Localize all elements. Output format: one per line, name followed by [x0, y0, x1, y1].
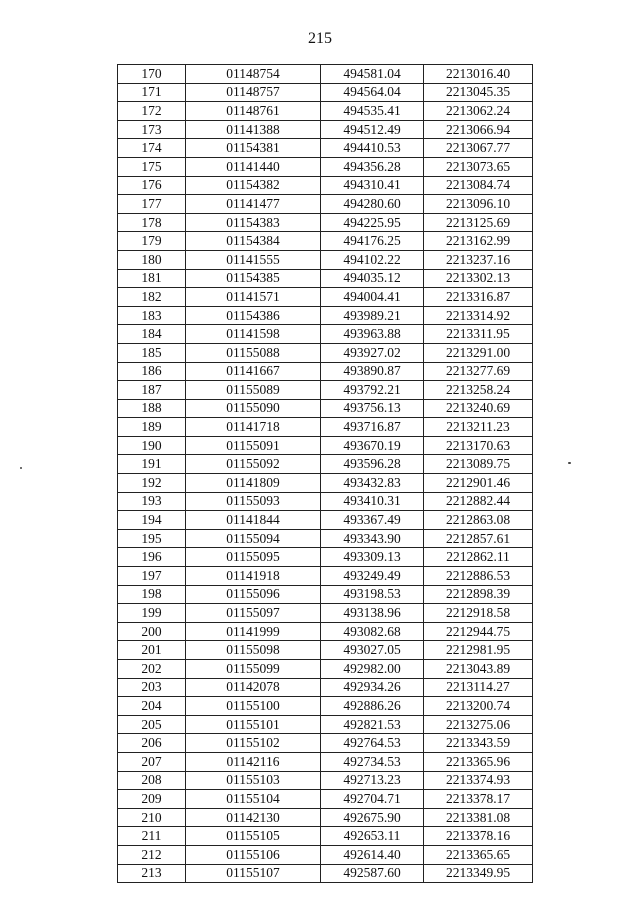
- row-number-cell: 192: [118, 474, 186, 493]
- y-coordinate-cell: 2212863.08: [424, 511, 533, 530]
- row-number-cell: 206: [118, 734, 186, 753]
- point-id-cell: 01155107: [186, 864, 321, 883]
- x-coordinate-cell: 494004.41: [321, 288, 424, 307]
- table-row: [118, 604, 533, 623]
- row-number-cell: 200: [118, 622, 186, 641]
- y-coordinate-cell: 2213316.87: [424, 288, 533, 307]
- table-row: [118, 660, 533, 679]
- row-number-cell: 202: [118, 660, 186, 679]
- scan-speck: [20, 467, 22, 469]
- row-number-cell: 183: [118, 306, 186, 325]
- row-number-cell: 197: [118, 567, 186, 586]
- table-row: [118, 120, 533, 139]
- x-coordinate-cell: 493082.68: [321, 622, 424, 641]
- row-number-cell: 213: [118, 864, 186, 883]
- point-id-cell: 01141844: [186, 511, 321, 530]
- row-number-cell: 175: [118, 157, 186, 176]
- x-coordinate-cell: 494035.12: [321, 269, 424, 288]
- point-id-cell: 01154385: [186, 269, 321, 288]
- point-id-cell: 01155104: [186, 790, 321, 809]
- point-id-cell: 01154381: [186, 139, 321, 158]
- x-coordinate-cell: 492704.71: [321, 790, 424, 809]
- row-number-cell: 181: [118, 269, 186, 288]
- row-number-cell: 174: [118, 139, 186, 158]
- point-id-cell: 01141598: [186, 325, 321, 344]
- table-row: [118, 474, 533, 493]
- point-id-cell: 01141809: [186, 474, 321, 493]
- x-coordinate-cell: 492982.00: [321, 660, 424, 679]
- y-coordinate-cell: 2213374.93: [424, 771, 533, 790]
- table-row: [118, 641, 533, 660]
- scan-speck: [568, 462, 571, 464]
- y-coordinate-cell: 2213381.08: [424, 808, 533, 827]
- x-coordinate-cell: 492675.90: [321, 808, 424, 827]
- point-id-cell: 01141555: [186, 250, 321, 269]
- y-coordinate-cell: 2213277.69: [424, 362, 533, 381]
- table-row: [118, 288, 533, 307]
- table-row: [118, 734, 533, 753]
- row-number-cell: 209: [118, 790, 186, 809]
- row-number-cell: 179: [118, 232, 186, 251]
- y-coordinate-cell: 2213343.59: [424, 734, 533, 753]
- point-id-cell: 01155088: [186, 343, 321, 362]
- row-number-cell: 196: [118, 548, 186, 567]
- y-coordinate-cell: 2213349.95: [424, 864, 533, 883]
- point-id-cell: 01141918: [186, 567, 321, 586]
- table-row: [118, 269, 533, 288]
- point-id-cell: 01155106: [186, 845, 321, 864]
- table-row: [118, 83, 533, 102]
- row-number-cell: 188: [118, 399, 186, 418]
- row-number-cell: 205: [118, 715, 186, 734]
- y-coordinate-cell: 2213170.63: [424, 436, 533, 455]
- x-coordinate-cell: 494280.60: [321, 195, 424, 214]
- point-id-cell: 01141571: [186, 288, 321, 307]
- y-coordinate-cell: 2213016.40: [424, 65, 533, 84]
- row-number-cell: 194: [118, 511, 186, 530]
- x-coordinate-cell: 492934.26: [321, 678, 424, 697]
- row-number-cell: 177: [118, 195, 186, 214]
- table-row: [118, 213, 533, 232]
- x-coordinate-cell: 493670.19: [321, 436, 424, 455]
- table-row: [118, 176, 533, 195]
- table-body: [118, 65, 533, 883]
- y-coordinate-cell: 2213114.27: [424, 678, 533, 697]
- point-id-cell: 01148757: [186, 83, 321, 102]
- point-id-cell: 01142130: [186, 808, 321, 827]
- x-coordinate-cell: 493343.90: [321, 529, 424, 548]
- point-id-cell: 01155105: [186, 827, 321, 846]
- x-coordinate-cell: 493927.02: [321, 343, 424, 362]
- table-row: [118, 455, 533, 474]
- y-coordinate-cell: 2213365.65: [424, 845, 533, 864]
- y-coordinate-cell: 2213067.77: [424, 139, 533, 158]
- x-coordinate-cell: 492764.53: [321, 734, 424, 753]
- table-row: [118, 436, 533, 455]
- x-coordinate-cell: 492886.26: [321, 697, 424, 716]
- row-number-cell: 201: [118, 641, 186, 660]
- table-row: [118, 808, 533, 827]
- x-coordinate-cell: 492734.53: [321, 752, 424, 771]
- row-number-cell: 204: [118, 697, 186, 716]
- y-coordinate-cell: 2212857.61: [424, 529, 533, 548]
- x-coordinate-cell: 493249.49: [321, 567, 424, 586]
- y-coordinate-cell: 2213365.96: [424, 752, 533, 771]
- y-coordinate-cell: 2213258.24: [424, 381, 533, 400]
- row-number-cell: 199: [118, 604, 186, 623]
- point-id-cell: 01155102: [186, 734, 321, 753]
- table-row: [118, 250, 533, 269]
- row-number-cell: 195: [118, 529, 186, 548]
- point-id-cell: 01155099: [186, 660, 321, 679]
- x-coordinate-cell: 494581.04: [321, 65, 424, 84]
- x-coordinate-cell: 493792.21: [321, 381, 424, 400]
- table-row: [118, 511, 533, 530]
- point-id-cell: 01141667: [186, 362, 321, 381]
- y-coordinate-cell: 2213291.00: [424, 343, 533, 362]
- y-coordinate-cell: 2213275.06: [424, 715, 533, 734]
- x-coordinate-cell: 494225.95: [321, 213, 424, 232]
- table-row: [118, 306, 533, 325]
- y-coordinate-cell: 2212882.44: [424, 492, 533, 511]
- x-coordinate-cell: 493309.13: [321, 548, 424, 567]
- y-coordinate-cell: 2212901.46: [424, 474, 533, 493]
- table-row: [118, 567, 533, 586]
- x-coordinate-cell: 494410.53: [321, 139, 424, 158]
- x-coordinate-cell: 494310.41: [321, 176, 424, 195]
- table-row: [118, 325, 533, 344]
- point-id-cell: 01154384: [186, 232, 321, 251]
- row-number-cell: 176: [118, 176, 186, 195]
- table-row: [118, 697, 533, 716]
- x-coordinate-cell: 492587.60: [321, 864, 424, 883]
- y-coordinate-cell: 2213240.69: [424, 399, 533, 418]
- point-id-cell: 01148754: [186, 65, 321, 84]
- point-id-cell: 01141718: [186, 418, 321, 437]
- row-number-cell: 203: [118, 678, 186, 697]
- table-row: [118, 678, 533, 697]
- y-coordinate-cell: 2212862.11: [424, 548, 533, 567]
- row-number-cell: 193: [118, 492, 186, 511]
- row-number-cell: 173: [118, 120, 186, 139]
- row-number-cell: 185: [118, 343, 186, 362]
- table-row: [118, 343, 533, 362]
- row-number-cell: 178: [118, 213, 186, 232]
- table-row: [118, 845, 533, 864]
- x-coordinate-cell: 492713.23: [321, 771, 424, 790]
- row-number-cell: 189: [118, 418, 186, 437]
- y-coordinate-cell: 2213314.92: [424, 306, 533, 325]
- x-coordinate-cell: 493027.05: [321, 641, 424, 660]
- point-id-cell: 01155093: [186, 492, 321, 511]
- point-id-cell: 01155095: [186, 548, 321, 567]
- y-coordinate-cell: 2213378.16: [424, 827, 533, 846]
- point-id-cell: 01155090: [186, 399, 321, 418]
- y-coordinate-cell: 2213162.99: [424, 232, 533, 251]
- x-coordinate-cell: 493198.53: [321, 585, 424, 604]
- point-id-cell: 01142078: [186, 678, 321, 697]
- coordinates-table: [117, 64, 533, 883]
- table-row: [118, 771, 533, 790]
- x-coordinate-cell: 493756.13: [321, 399, 424, 418]
- point-id-cell: 01155103: [186, 771, 321, 790]
- x-coordinate-cell: 493716.87: [321, 418, 424, 437]
- y-coordinate-cell: 2213378.17: [424, 790, 533, 809]
- x-coordinate-cell: 493963.88: [321, 325, 424, 344]
- y-coordinate-cell: 2213211.23: [424, 418, 533, 437]
- row-number-cell: 180: [118, 250, 186, 269]
- x-coordinate-cell: 493410.31: [321, 492, 424, 511]
- y-coordinate-cell: 2212981.95: [424, 641, 533, 660]
- point-id-cell: 01141388: [186, 120, 321, 139]
- y-coordinate-cell: 2212944.75: [424, 622, 533, 641]
- row-number-cell: 171: [118, 83, 186, 102]
- y-coordinate-cell: 2212886.53: [424, 567, 533, 586]
- point-id-cell: 01155089: [186, 381, 321, 400]
- point-id-cell: 01155101: [186, 715, 321, 734]
- x-coordinate-cell: 494512.49: [321, 120, 424, 139]
- x-coordinate-cell: 493432.83: [321, 474, 424, 493]
- y-coordinate-cell: 2213302.13: [424, 269, 533, 288]
- y-coordinate-cell: 2213237.16: [424, 250, 533, 269]
- table-row: [118, 418, 533, 437]
- row-number-cell: 210: [118, 808, 186, 827]
- table-row: [118, 492, 533, 511]
- point-id-cell: 01155097: [186, 604, 321, 623]
- x-coordinate-cell: 494564.04: [321, 83, 424, 102]
- table-row: [118, 399, 533, 418]
- x-coordinate-cell: 492614.40: [321, 845, 424, 864]
- x-coordinate-cell: 493138.96: [321, 604, 424, 623]
- y-coordinate-cell: 2213073.65: [424, 157, 533, 176]
- y-coordinate-cell: 2213066.94: [424, 120, 533, 139]
- row-number-cell: 198: [118, 585, 186, 604]
- row-number-cell: 191: [118, 455, 186, 474]
- row-number-cell: 184: [118, 325, 186, 344]
- y-coordinate-cell: 2213125.69: [424, 213, 533, 232]
- row-number-cell: 190: [118, 436, 186, 455]
- table-row: [118, 715, 533, 734]
- row-number-cell: 211: [118, 827, 186, 846]
- x-coordinate-cell: 493596.28: [321, 455, 424, 474]
- point-id-cell: 01155094: [186, 529, 321, 548]
- y-coordinate-cell: 2213311.95: [424, 325, 533, 344]
- x-coordinate-cell: 493367.49: [321, 511, 424, 530]
- y-coordinate-cell: 2212918.58: [424, 604, 533, 623]
- point-id-cell: 01141999: [186, 622, 321, 641]
- table-row: [118, 381, 533, 400]
- table-row: [118, 790, 533, 809]
- x-coordinate-cell: 493989.21: [321, 306, 424, 325]
- table-row: [118, 585, 533, 604]
- x-coordinate-cell: 494356.28: [321, 157, 424, 176]
- point-id-cell: 01154383: [186, 213, 321, 232]
- point-id-cell: 01155100: [186, 697, 321, 716]
- row-number-cell: 207: [118, 752, 186, 771]
- row-number-cell: 187: [118, 381, 186, 400]
- table-row: [118, 622, 533, 641]
- y-coordinate-cell: 2213043.89: [424, 660, 533, 679]
- point-id-cell: 01142116: [186, 752, 321, 771]
- table-row: [118, 864, 533, 883]
- x-coordinate-cell: 492653.11: [321, 827, 424, 846]
- point-id-cell: 01155092: [186, 455, 321, 474]
- row-number-cell: 208: [118, 771, 186, 790]
- x-coordinate-cell: 494176.25: [321, 232, 424, 251]
- table-row: [118, 752, 533, 771]
- row-number-cell: 186: [118, 362, 186, 381]
- point-id-cell: 01155098: [186, 641, 321, 660]
- point-id-cell: 01141440: [186, 157, 321, 176]
- y-coordinate-cell: 2213062.24: [424, 102, 533, 121]
- point-id-cell: 01154386: [186, 306, 321, 325]
- table-row: [118, 827, 533, 846]
- row-number-cell: 212: [118, 845, 186, 864]
- y-coordinate-cell: 2213045.35: [424, 83, 533, 102]
- point-id-cell: 01154382: [186, 176, 321, 195]
- table-row: [118, 65, 533, 84]
- table-row: [118, 232, 533, 251]
- page-number: 215: [308, 30, 332, 47]
- y-coordinate-cell: 2213096.10: [424, 195, 533, 214]
- x-coordinate-cell: 494535.41: [321, 102, 424, 121]
- x-coordinate-cell: 494102.22: [321, 250, 424, 269]
- x-coordinate-cell: 493890.87: [321, 362, 424, 381]
- y-coordinate-cell: 2212898.39: [424, 585, 533, 604]
- table-row: [118, 529, 533, 548]
- point-id-cell: 01148761: [186, 102, 321, 121]
- point-id-cell: 01141477: [186, 195, 321, 214]
- table-row: [118, 139, 533, 158]
- point-id-cell: 01155096: [186, 585, 321, 604]
- row-number-cell: 172: [118, 102, 186, 121]
- row-number-cell: 170: [118, 65, 186, 84]
- y-coordinate-cell: 2213089.75: [424, 455, 533, 474]
- table-row: [118, 548, 533, 567]
- x-coordinate-cell: 492821.53: [321, 715, 424, 734]
- table-row: [118, 102, 533, 121]
- y-coordinate-cell: 2213084.74: [424, 176, 533, 195]
- row-number-cell: 182: [118, 288, 186, 307]
- table-row: [118, 362, 533, 381]
- point-id-cell: 01155091: [186, 436, 321, 455]
- table-row: [118, 195, 533, 214]
- table-row: [118, 157, 533, 176]
- y-coordinate-cell: 2213200.74: [424, 697, 533, 716]
